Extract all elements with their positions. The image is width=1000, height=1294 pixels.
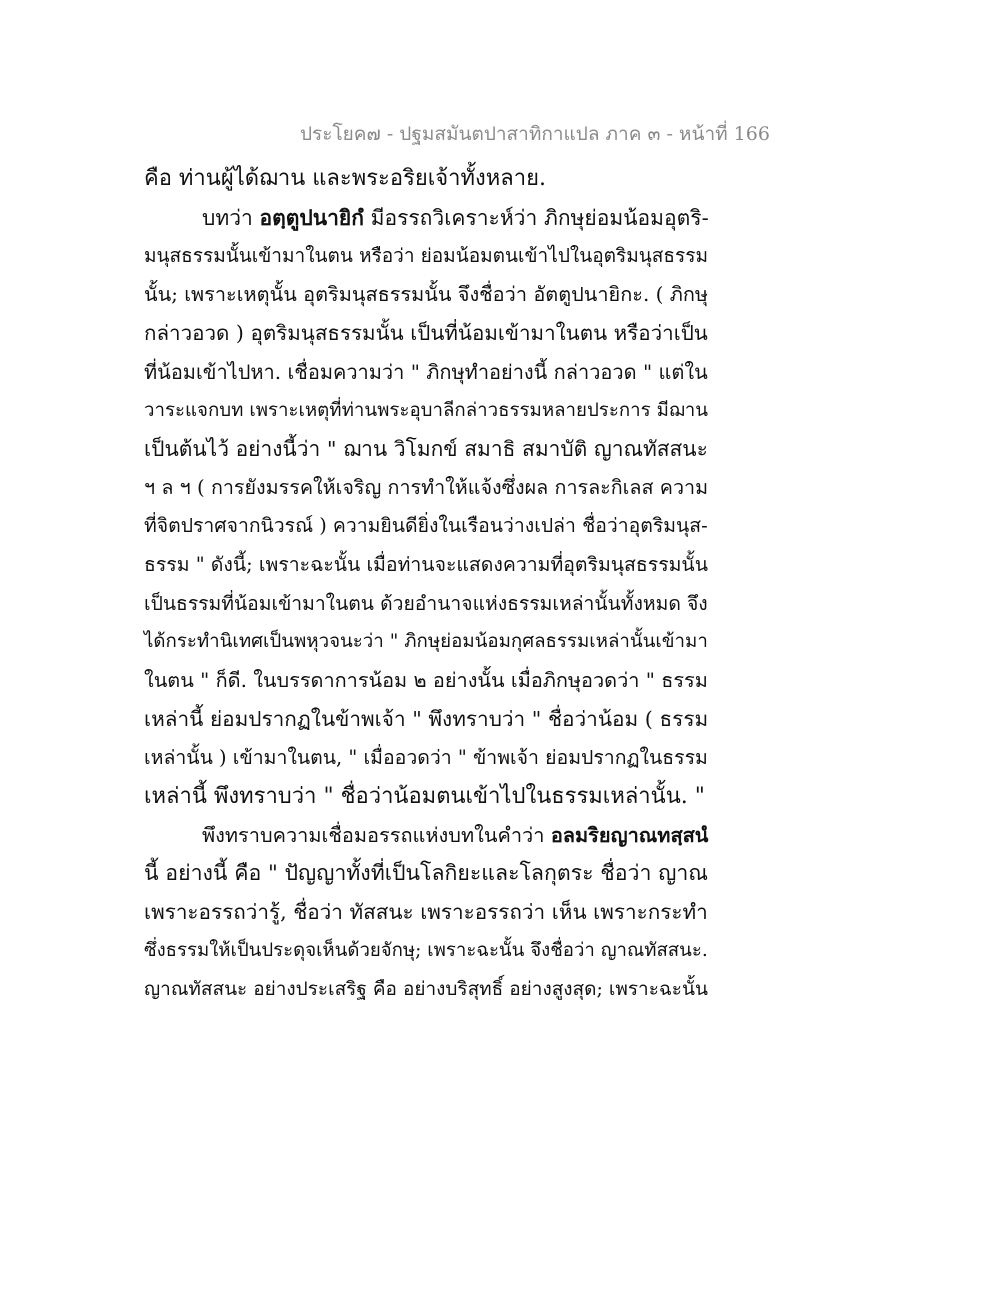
text-line (144, 199, 714, 238)
text-line: วาระแจกบท เพราะเหตุที่ท่านพระอุบาลีกล่าวธรรมหลายประการ มีฌาน (144, 399, 709, 421)
running-header: ประโยค๗ - ปฐมสมันตปาสาทิกาแปล ภาค ๓ - หน้าที่ 166 (300, 123, 770, 145)
text-line: ที่จิตปราศจากนิวรณ์ ) ความยินดียิ่งในเรือนว่างเปล่า ชื่อว่าอุตริมนุส- (144, 514, 708, 538)
text-line: ได้กระทำนิเทศเป็นพหุวจนะว่า " ภิกษุย่อมน้อมกุศลธรรมเหล่านั้นเข้ามา (144, 631, 708, 653)
text-line: ซึ่งธรรมให้เป็นประดุจเห็นด้วยจักษุ; เพราะฉะนั้น จึงชื่อว่า ญาณทัสสนะ. (144, 939, 708, 961)
pali-term: อตฺตูปนายิกํ (259, 204, 364, 230)
text-line: ในตน " ก็ดี. ในบรรดาการน้อม ๒ อย่างนั้น เมื่อภิกษุอวดว่า " ธรรม (144, 668, 708, 692)
text-line: เหล่านั้น ) เข้ามาในตน, " เมื่ออวดว่า " ข้าพเจ้า ย่อมปรากฏในธรรม (144, 745, 708, 769)
text-line: ที่น้อมเข้าไปหา. เชื่อมความว่า " ภิกษุทำอย่างนี้ กล่าวอวด " แต่ใน (144, 359, 708, 384)
text-line: เหล่านี้ ย่อมปรากฏในข้าพเจ้า " พึงทราบว่า " ชื่อว่าน้อม ( ธรรม (144, 707, 709, 732)
text-run: พึงทราบความเชื่อมอรรถแห่งบทในคำว่า (202, 823, 551, 848)
pali-term: อลมริยญาณทสฺสนํ (550, 823, 709, 848)
text-line: ญาณทัสสนะ อย่างประเสริฐ คือ อย่างบริสุทธิ์ อย่างสูงสุด; เพราะฉะนั้น (144, 978, 708, 1001)
text-run: มีอรรถวิเคราะห์ว่า ภิกษุย่อมน้อมอุตริ- (363, 204, 709, 230)
text-line: เพราะอรรถว่ารู้, ชื่อว่า ทัสสนะ เพราะอรรถว่า เห็น เพราะกระทำ (144, 900, 708, 925)
text-line: เป็นต้นไว้ อย่างนี้ว่า " ฌาน วิโมกข์ สมาธิ สมาบัติ ญาณทัสสนะ (144, 437, 708, 462)
text-line (144, 816, 714, 855)
text-line: เหล่านี้ พึงทราบว่า " ชื่อว่าน้อมตนเข้าไปในธรรมเหล่านั้น. " (144, 783, 705, 809)
text-line: ธรรม " ดังนี้; เพราะฉะนั้น เมื่อท่านจะแสดงความที่อุตริมนุสธรรมนั้น (144, 552, 708, 576)
text-line: เป็นธรรมที่น้อมเข้ามาในตน ด้วยอำนาจแห่งธรรมเหล่านั้นทั้งหมด จึง (144, 591, 708, 615)
text-line: คือ ท่านผู้ได้ฌาน และพระอริยเจ้าทั้งหลาย. (144, 166, 547, 191)
text-run: บทว่า (202, 204, 260, 230)
text-line: มนุสธรรมนั้นเข้ามาในตน หรือว่า ย่อมน้อมตนเข้าไปในอุตริมนุสธรรม (144, 245, 708, 268)
body-text (144, 160, 714, 1009)
text-line: นั้น; เพราะเหตุนั้น อุตริมนุสธรรมนั้น จึงชื่อว่า อัตตูปนายิกะ. ( ภิกษุ (144, 282, 709, 306)
text-line: ฯ ล ฯ ( การยังมรรคให้เจริญ การทำให้แจ้งซึ่งผล การละกิเลส ความ (144, 475, 709, 499)
text-line: กล่าวอวด ) อุตริมนุสธรรมนั้น เป็นที่น้อมเข้ามาในตน หรือว่าเป็น (144, 321, 708, 346)
text-line: นี้ อย่างนี้ คือ " ปัญญาทั้งที่เป็นโลกิยะและโลกุตระ ชื่อว่า ญาณ (144, 860, 709, 886)
